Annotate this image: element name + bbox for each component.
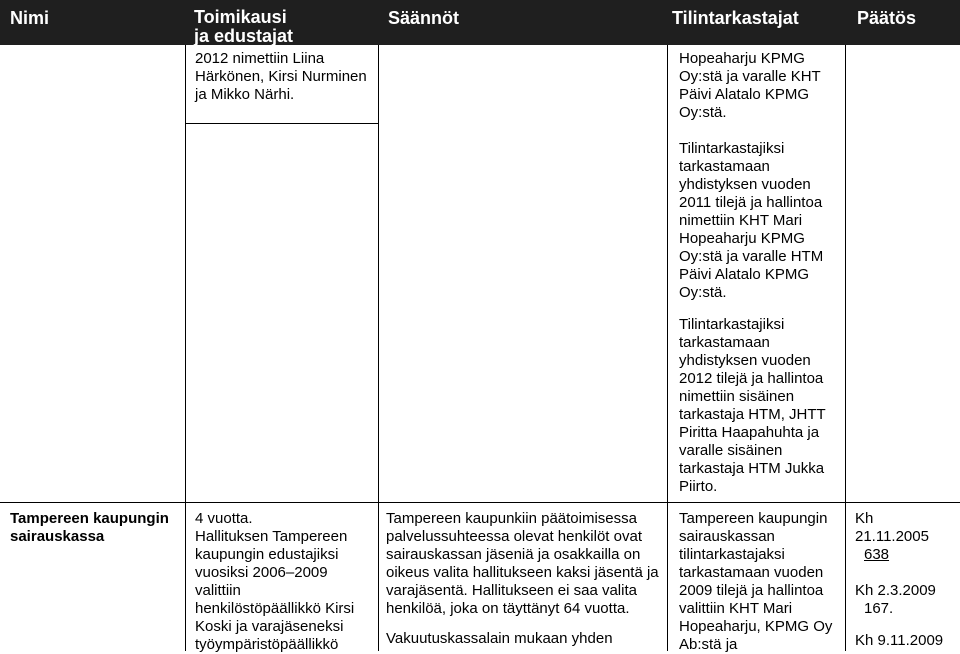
grid-line	[667, 503, 668, 651]
header-paatos: Päätös	[857, 8, 917, 28]
row2-nimi: Tampereen kaupungin sairauskassa	[10, 510, 169, 545]
row2-paatos-1b: 21.11.2005	[855, 528, 929, 545]
row1-toimikausi: 2012 nimettiin Liina Härkönen, Kirsi Nurminen ja Mikko Närhi.	[195, 50, 367, 103]
header-nimi: Nimi	[10, 8, 50, 28]
row2-paatos-3: Kh 9.11.2009	[855, 632, 944, 649]
grid-line	[378, 503, 379, 651]
row-divider	[185, 123, 378, 124]
header-saannot: Säännöt	[388, 8, 460, 28]
grid-line	[185, 503, 186, 651]
row1-tilintarkastajat-b: Tilintarkastajiksi tarkastamaan yhdistyksen vuoden 2011 tilejä ja hallintoa nimettiin KHT Mari Hopeaharju KPMG Oy:stä ja varalle HTM Päivi Alatalo KPMG Oy:stä.	[679, 140, 824, 301]
row2-toimikausi-a: 4 vuotta.	[195, 510, 253, 527]
row2-saannot-a: Tampereen kaupunkiin päätoimisessa palvelussuhteessa olevat henkilöt ovat sairauskassan jäseniä ja osakkailla on oikeus valita hallitukseen kaksi jäsentä ja varajäsentä. Hallitukseen ei saa valita henkilöä, joka on täyttänyt 64 vuotta.	[386, 510, 659, 617]
header-tilintarkastajat: Tilintarkastajat	[672, 8, 799, 28]
grid-line	[185, 45, 186, 502]
row2-tilintarkastajat: Tampereen kaupungin sairauskassan tilintarkastajaksi tarkastamaan vuoden 2009 tilejä ja hallintoa valittiin KHT Mari Hopeaharju, KPMG Oy Ab:stä ja	[679, 510, 833, 653]
row2-toimikausi-b: Hallituksen Tampereen kaupungin edustajiksi vuosiksi 2006–2009 valittiin henkilöstöpäällikkö Kirsi Koski ja varajäseneksi työympäristöpäällikkö	[195, 528, 355, 653]
table-header	[0, 0, 960, 45]
row2-paatos-1a: Kh	[855, 510, 874, 527]
row2-paatos-2b: 167.	[864, 600, 894, 617]
row1-tilintarkastajat-c: Tilintarkastajiksi tarkastamaan yhdistyksen vuoden 2012 tilejä ja hallintoa nimettiin sisäinen tarkastaja HTM, JHTT Piritta Haapahuhta ja varalle sisäinen tarkastaja HTM Jukka Piirto.	[679, 316, 826, 495]
row-divider	[0, 502, 960, 503]
row1-tilintarkastajat-a: Hopeaharju KPMG Oy:stä ja varalle KHT Päivi Alatalo KPMG Oy:stä.	[679, 50, 821, 121]
header-toimikausi: Toimikausi ja edustajat	[194, 7, 294, 46]
row2-paatos-1c: 638	[864, 546, 890, 563]
grid-line	[378, 45, 379, 502]
row2-paatos-2a: Kh 2.3.2009	[855, 582, 936, 599]
grid-line	[845, 45, 846, 502]
row2-saannot-b: Vakuutuskassalain mukaan yhden	[386, 630, 613, 647]
grid-line	[845, 503, 846, 651]
grid-line	[667, 45, 668, 502]
